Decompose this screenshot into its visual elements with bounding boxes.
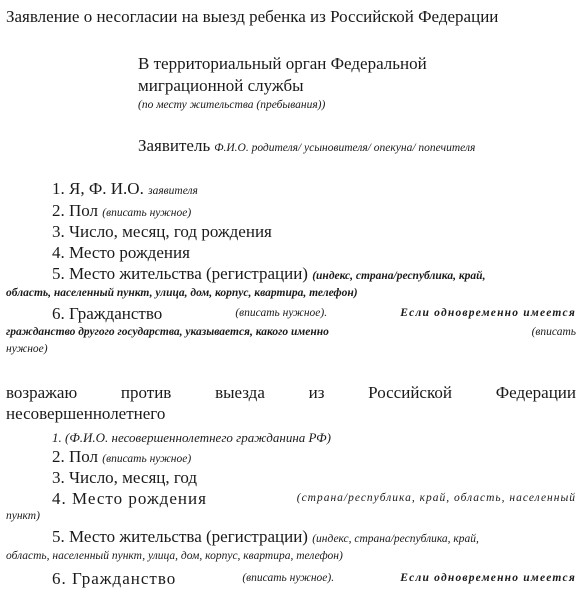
s1-item6-note-b: (вписать: [531, 326, 576, 338]
s2-item6-bold-a: Если одновременно имеется: [400, 572, 576, 584]
s1-item6-bold-a: Если одновременно имеется: [400, 307, 576, 319]
s1-item2-note: (вписать нужное): [102, 207, 192, 219]
s2-item4-note-b: пункт): [6, 510, 40, 522]
applicant-row: [138, 137, 475, 155]
objection-line1: возражаю против выезда из Российской Федерации: [6, 383, 576, 402]
s1-item3: 3. Число, месяц, год рождения: [52, 222, 272, 241]
s2-item4-label: 4. Место рождения: [52, 489, 207, 508]
s2-item5-note-a: (индекс, страна/республика, край,: [312, 533, 479, 545]
s2-item2: [52, 448, 191, 466]
applicant-note: Ф.И.О. родителя/ усыновителя/ опекуна/ попечителя: [214, 142, 476, 154]
objection-line2: несовершеннолетнего: [6, 404, 166, 423]
addressee-line2: миграционной службы: [138, 76, 304, 95]
addressee-line1: В территориальный орган Федеральной: [138, 54, 427, 73]
s1-item4: 4. Место рождения: [52, 243, 190, 262]
s2-item2-label: 2. Пол: [52, 447, 99, 466]
s1-item5: [52, 265, 485, 283]
s1-item5-note-b: область, населенный пункт, улица, дом, корпус, квартира, телефон): [6, 287, 358, 299]
s2-item6-label: 6. Гражданство: [52, 569, 177, 588]
s2-item4: [52, 490, 576, 507]
s2-item3: 3. Число, месяц, год: [52, 468, 198, 487]
s1-item5-label: 5. Место жительства (регистрации): [52, 264, 308, 283]
s1-item6-note-c: нужное): [6, 343, 48, 355]
s1-item6-line2: [6, 327, 576, 339]
s1-item6-label: 6. Гражданство: [52, 304, 163, 323]
s2-item6-note: (вписать нужное).: [242, 572, 335, 584]
addressee-note: (по месту жительства (пребывания)): [138, 99, 326, 111]
s2-item4-note-a: (страна/республика, край, область, населенный: [296, 492, 576, 504]
s1-item2: [52, 202, 191, 220]
document-title: Заявление о несогласии на выезд ребенка из Российской Федерации: [6, 7, 499, 26]
s1-item2-label: 2. Пол: [52, 201, 99, 220]
s1-item1-note: заявителя: [148, 185, 198, 197]
s1-item5-note-a: (индекс, страна/республика, край,: [312, 270, 486, 282]
s2-item5-note-b: область, населенный пункт, улица, дом, корпус, квартира, телефон): [6, 550, 343, 562]
s1-item6-note: (вписать нужное).: [235, 307, 328, 319]
s2-item5: [52, 528, 479, 546]
s1-item1: [52, 180, 198, 198]
s2-item5-label: 5. Место жительства (регистрации): [52, 527, 308, 546]
s2-item1: 1. (Ф.И.О. несовершеннолетнего гражданина РФ): [52, 430, 331, 445]
s2-item6: [52, 570, 576, 587]
s2-item2-note: (вписать нужное): [102, 453, 192, 465]
applicant-label: Заявитель: [138, 136, 211, 155]
s1-item6-bold-b: гражданство другого государства, указывается, какого именно: [6, 326, 329, 338]
s1-item6: [52, 305, 576, 322]
s1-item1-label: 1. Я, Ф. И.О.: [52, 179, 144, 198]
